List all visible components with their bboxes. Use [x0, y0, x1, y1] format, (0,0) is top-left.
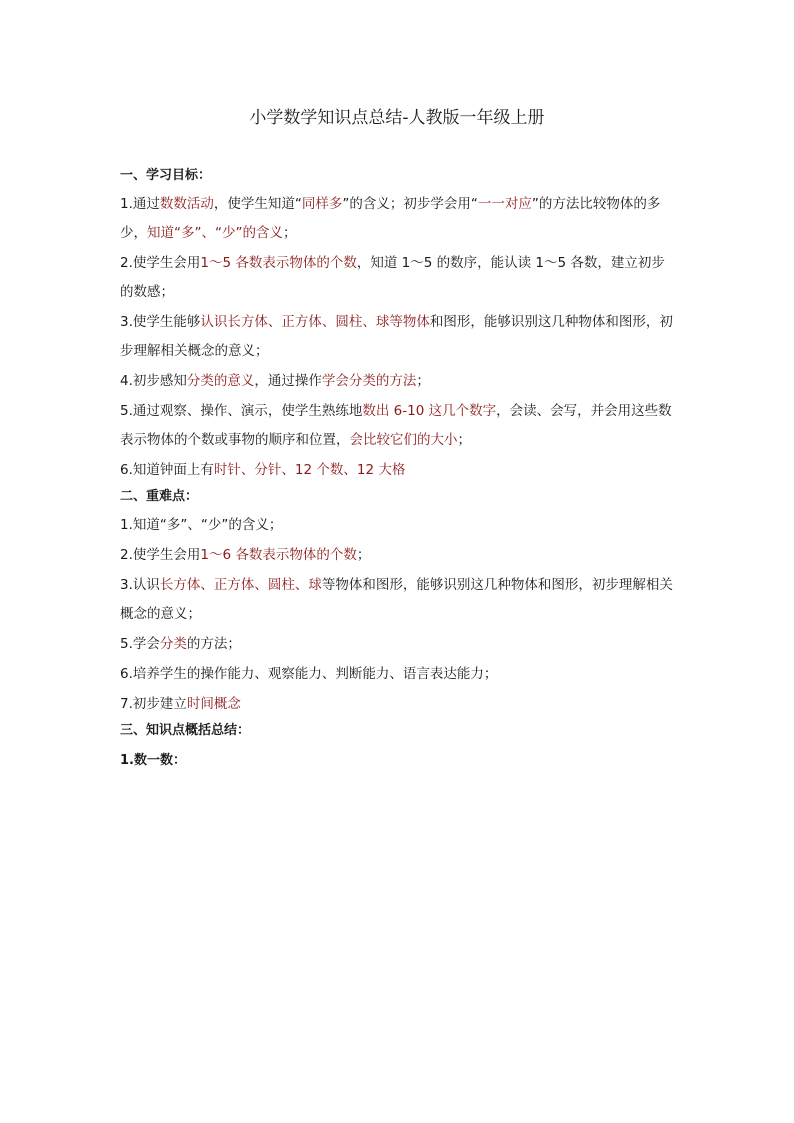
text-run: ； — [282, 225, 297, 241]
highlighted-text: 分类的意义 — [186, 373, 255, 389]
highlighted-text: 数数活动 — [159, 196, 214, 212]
text-run: 6.培养学生的操作能力、观察能力、判断能力、语言表达能力； — [120, 666, 498, 682]
list-item — [120, 541, 676, 570]
highlighted-text: 同样多 — [301, 196, 343, 212]
list-item — [120, 249, 676, 307]
text-run: 4.初步感知 — [120, 373, 187, 389]
text-run: 5.学会 — [120, 636, 160, 652]
highlighted-text: 学会分类的方法 — [321, 373, 417, 389]
list-item — [120, 571, 676, 629]
highlighted-text: 一一对应 — [477, 196, 532, 212]
highlighted-text: 1～6 各数表示物体的个数 — [200, 547, 357, 563]
highlighted-text: 时间概念 — [186, 696, 241, 712]
list-item — [120, 367, 676, 396]
text-run: 2.使学生会用 — [120, 255, 201, 271]
text-run: 1.知道“多”、“少”的含义； — [120, 517, 283, 533]
text-run: ； — [416, 373, 430, 389]
text-run: 5.通过观察、操作、演示，使学生熟练地 — [120, 403, 363, 419]
list-item — [120, 456, 676, 485]
text-run: ”的方法比较物体的多少， — [120, 196, 661, 241]
text-run: ”的含义；初步学会用“ — [342, 196, 478, 212]
highlighted-text: 认识长方体、正方体、圆柱、球等物体 — [200, 314, 430, 330]
list-item — [120, 630, 676, 659]
highlighted-text: 长方体、正方体、圆柱、球 — [159, 577, 322, 593]
text-run: 6.知道钟面上有 — [120, 462, 214, 478]
list-item — [120, 511, 676, 540]
text-run: ，会读、会写，并会用这些数表示物体的个数或事物的顺序和位置， — [120, 403, 672, 448]
text-run: 3.使学生能够 — [120, 314, 201, 330]
list-item — [120, 190, 676, 248]
section-heading: 1.数一数： — [120, 753, 186, 768]
text-run: ，使学生知道“ — [213, 196, 302, 212]
highlighted-text: 知道“多”、“少”的含义 — [147, 225, 283, 241]
section-heading: 三、知识点概括总结： — [120, 723, 251, 738]
highlighted-text: 时针、分针、12 个数、12 大格 — [213, 462, 406, 478]
text-run: ； — [457, 432, 471, 448]
text-run: 和图形，能够识别这几种物体和图形，初步理解相关概念的意义； — [120, 314, 673, 359]
text-run: ； — [356, 547, 371, 563]
list-item — [120, 397, 676, 455]
highlighted-text: 分类 — [159, 636, 187, 652]
text-run: 1.通过 — [120, 196, 160, 212]
highlighted-text: 会比较它们的大小 — [349, 432, 458, 448]
text-run: ，知道 1～5 的数序，能认读 1～5 各数，建立初步的数感； — [120, 255, 665, 300]
list-item — [120, 308, 676, 366]
section-heading: 二、重难点： — [120, 489, 199, 504]
list-item — [120, 660, 676, 689]
text-run: 的方法； — [186, 636, 241, 652]
text-run: 等物体和图形，能够识别这几种物体和图形，初步理解相关概念的意义； — [120, 577, 673, 622]
text-run: 7.初步建立 — [120, 696, 187, 712]
text-run: 3.认识 — [120, 577, 160, 593]
highlighted-text: 1～5 各数表示物体的个数 — [200, 255, 357, 271]
list-item — [120, 690, 676, 719]
document-title: 小学数学知识点总结-人教版一年级上册 — [249, 108, 545, 128]
highlighted-text: 数出 6-10 这几个数字 — [362, 403, 497, 419]
text-run: ，通过操作 — [254, 373, 322, 389]
section-heading: 一、学习目标： — [120, 168, 212, 183]
document-body — [120, 166, 676, 781]
text-run: 2.使学生会用 — [120, 547, 201, 563]
